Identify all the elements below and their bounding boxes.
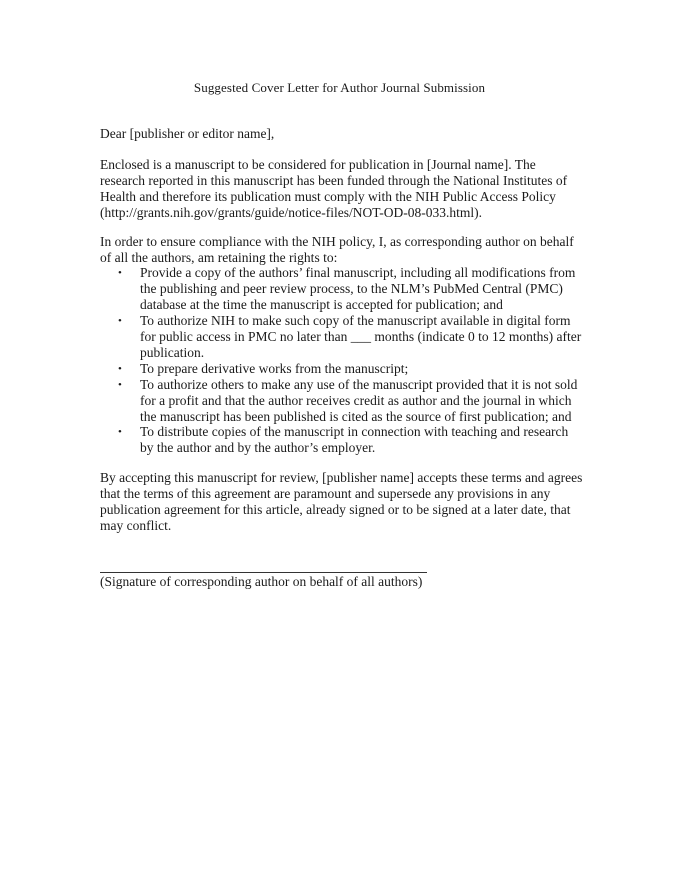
bullet-icon: • <box>118 379 122 391</box>
salutation: Dear [publisher or editor name], <box>100 126 275 141</box>
bullet-item-line: the publishing and peer review process, to the NLM’s PubMed Central (PMC) <box>140 281 563 296</box>
paragraph2-intro-line: of all the authors, am retaining the rights to: <box>100 250 338 265</box>
paragraph3-line: By accepting this manuscript for review, [publisher name] accepts these terms and agrees <box>100 470 583 485</box>
bullet-item-line: To authorize others to make any use of the manuscript provided that it is not sold <box>140 377 578 392</box>
paragraph3-line: publication agreement for this article, already signed or to be signed at a later date, that <box>100 502 571 517</box>
paragraph1-line: research reported in this manuscript has been funded through the National Institutes of <box>100 173 568 188</box>
paragraph3-line: that the terms of this agreement are paramount and supersede any provisions in any <box>100 486 551 501</box>
bullet-item-line: for public access in PMC no later than ___ months (indicate 0 to 12 months) after <box>140 329 582 344</box>
bullet-item-line: by the author and by the author’s employer. <box>140 440 376 455</box>
document-title: Suggested Cover Letter for Author Journal Submission <box>193 80 486 95</box>
bullet-item-line: To authorize NIH to make such copy of the manuscript available in digital form <box>140 313 571 328</box>
bullet-icon: • <box>118 426 122 438</box>
bullet-icon: • <box>118 315 122 327</box>
bullet-item-line: database at the time the manuscript is accepted for publication; and <box>140 297 503 312</box>
bullet-item-line: the manuscript has been published is cited as the source of first publication; and <box>140 409 572 424</box>
signature-caption: (Signature of corresponding author on behalf of all authors) <box>100 574 423 589</box>
bullet-icon: • <box>118 267 122 279</box>
bullet-item-line: publication. <box>140 345 205 360</box>
signature-line <box>100 572 427 573</box>
paragraph2-intro-line: In order to ensure compliance with the NIH policy, I, as corresponding author on behalf <box>100 234 574 249</box>
paragraph3-line: may conflict. <box>100 518 172 533</box>
bullet-item-line: Provide a copy of the authors’ final manuscript, including all modifications from <box>140 265 576 280</box>
paragraph1-line: Health and therefore its publication must comply with the NIH Public Access Policy <box>100 189 556 204</box>
paragraph1-line: Enclosed is a manuscript to be considered for publication in [Journal name]. The <box>100 157 536 172</box>
bullet-item-line: for a profit and that the author receives credit as author and the journal in which <box>140 393 572 408</box>
bullet-item-line: To prepare derivative works from the manuscript; <box>140 361 409 376</box>
bullet-item-line: To distribute copies of the manuscript in connection with teaching and research <box>140 424 569 439</box>
bullet-icon: • <box>118 363 122 375</box>
paragraph1-line: (http://grants.nih.gov/grants/guide/notice-files/NOT-OD-08-033.html). <box>100 205 482 220</box>
